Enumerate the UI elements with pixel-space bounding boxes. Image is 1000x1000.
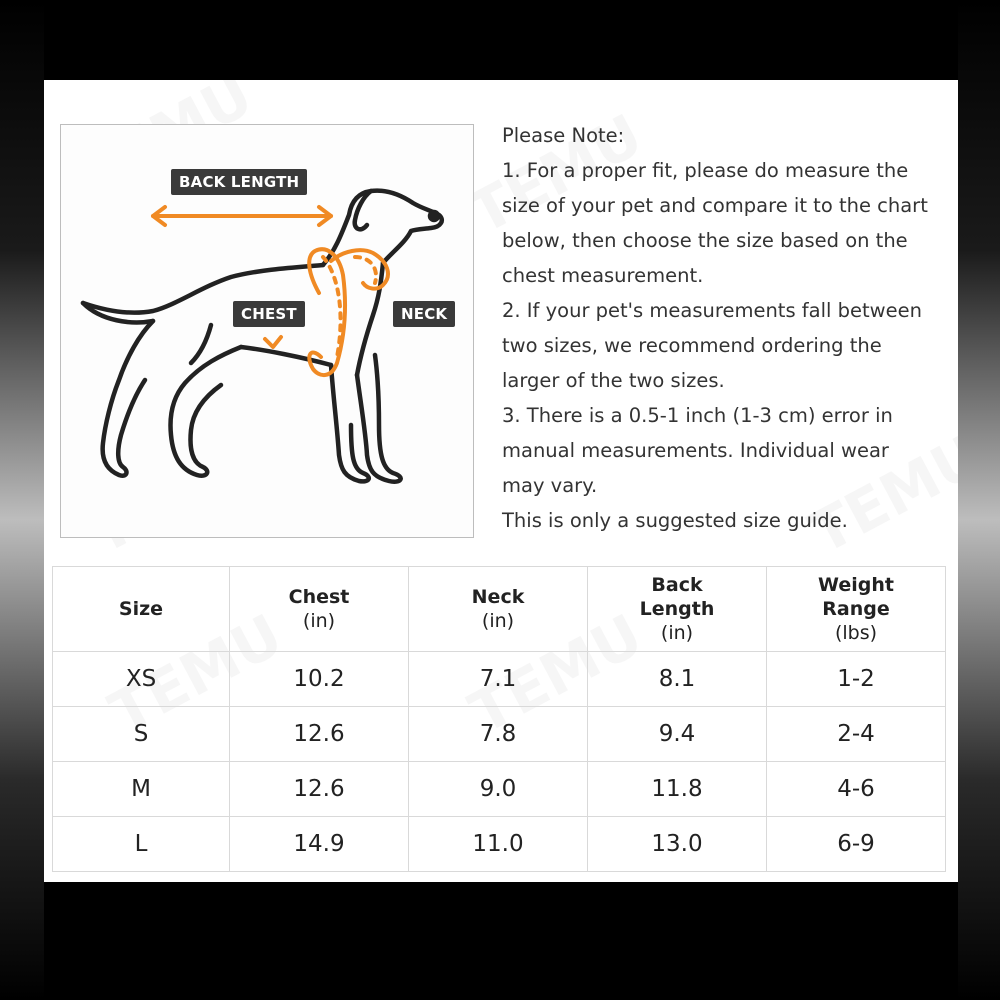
- cell-weight: 1-2: [767, 652, 946, 707]
- header-size: [53, 567, 230, 652]
- note-line: chest measurement.: [502, 264, 704, 287]
- cell-neck: 7.8: [409, 707, 588, 762]
- cell-neck: 9.0: [409, 762, 588, 817]
- right-frame-border: [958, 0, 1000, 1000]
- header-line: Neck: [471, 586, 525, 608]
- note-line: larger of the two sizes.: [502, 369, 725, 392]
- cell-weight: 6-9: [767, 817, 946, 872]
- header-line: Size: [118, 598, 164, 620]
- cell-neck: 7.1: [409, 652, 588, 707]
- note-line: may vary.: [502, 474, 598, 497]
- note-line: 1. For a proper fit, please do measure the: [502, 159, 909, 182]
- cell-chest: 14.9: [230, 817, 409, 872]
- cell-back-length: 8.1: [588, 652, 767, 707]
- neck-label: NECK: [393, 301, 455, 327]
- chest-label: CHEST: [233, 301, 305, 327]
- note-line: size of your pet and compare it to the chart: [502, 194, 928, 217]
- header-line: (in): [481, 610, 515, 632]
- table-row: [53, 652, 946, 707]
- cell-neck: 11.0: [409, 817, 588, 872]
- table-row: [53, 762, 946, 817]
- header-line: (in): [302, 610, 336, 632]
- cell-back-length: 13.0: [588, 817, 767, 872]
- header-line: (lbs): [834, 622, 878, 644]
- cell-size: L: [53, 817, 230, 872]
- note-line: manual measurements. Individual wear: [502, 439, 889, 462]
- note-line: This is only a suggested size guide.: [502, 509, 848, 532]
- table-row: [53, 707, 946, 762]
- header-line: Length: [639, 598, 715, 620]
- note-line: below, then choose the size based on the: [502, 229, 908, 252]
- cell-chest: 12.6: [230, 707, 409, 762]
- cell-size: XS: [53, 652, 230, 707]
- cell-back-length: 11.8: [588, 762, 767, 817]
- header-line: Range: [822, 598, 890, 620]
- header-line: Chest: [288, 586, 350, 608]
- header-chest: [230, 567, 409, 652]
- cell-size: M: [53, 762, 230, 817]
- note-line: 3. There is a 0.5-1 inch (1-3 cm) error in: [502, 404, 893, 427]
- please-note-text: [502, 118, 952, 538]
- cell-back-length: 9.4: [588, 707, 767, 762]
- header-neck: [409, 567, 588, 652]
- dog-measurement-diagram: [60, 124, 474, 538]
- size-chart-table: [52, 566, 946, 872]
- header-line: Back: [651, 574, 703, 596]
- left-frame-border: [0, 0, 44, 1000]
- header-back-length: [588, 567, 767, 652]
- cell-weight: 2-4: [767, 707, 946, 762]
- back-length-label: BACK LENGTH: [171, 169, 307, 195]
- note-line: two sizes, we recommend ordering the: [502, 334, 882, 357]
- size-guide-card: [44, 80, 958, 882]
- header-line: (in): [660, 622, 694, 644]
- cell-chest: 10.2: [230, 652, 409, 707]
- table-row: [53, 817, 946, 872]
- note-line: 2. If your pet's measurements fall between: [502, 299, 922, 322]
- cell-size: S: [53, 707, 230, 762]
- cell-chest: 12.6: [230, 762, 409, 817]
- header-line: Weight: [818, 574, 894, 596]
- header-weight-range: [767, 567, 946, 652]
- note-heading: Please Note:: [502, 124, 625, 147]
- table-header-row: [53, 567, 946, 652]
- cell-weight: 4-6: [767, 762, 946, 817]
